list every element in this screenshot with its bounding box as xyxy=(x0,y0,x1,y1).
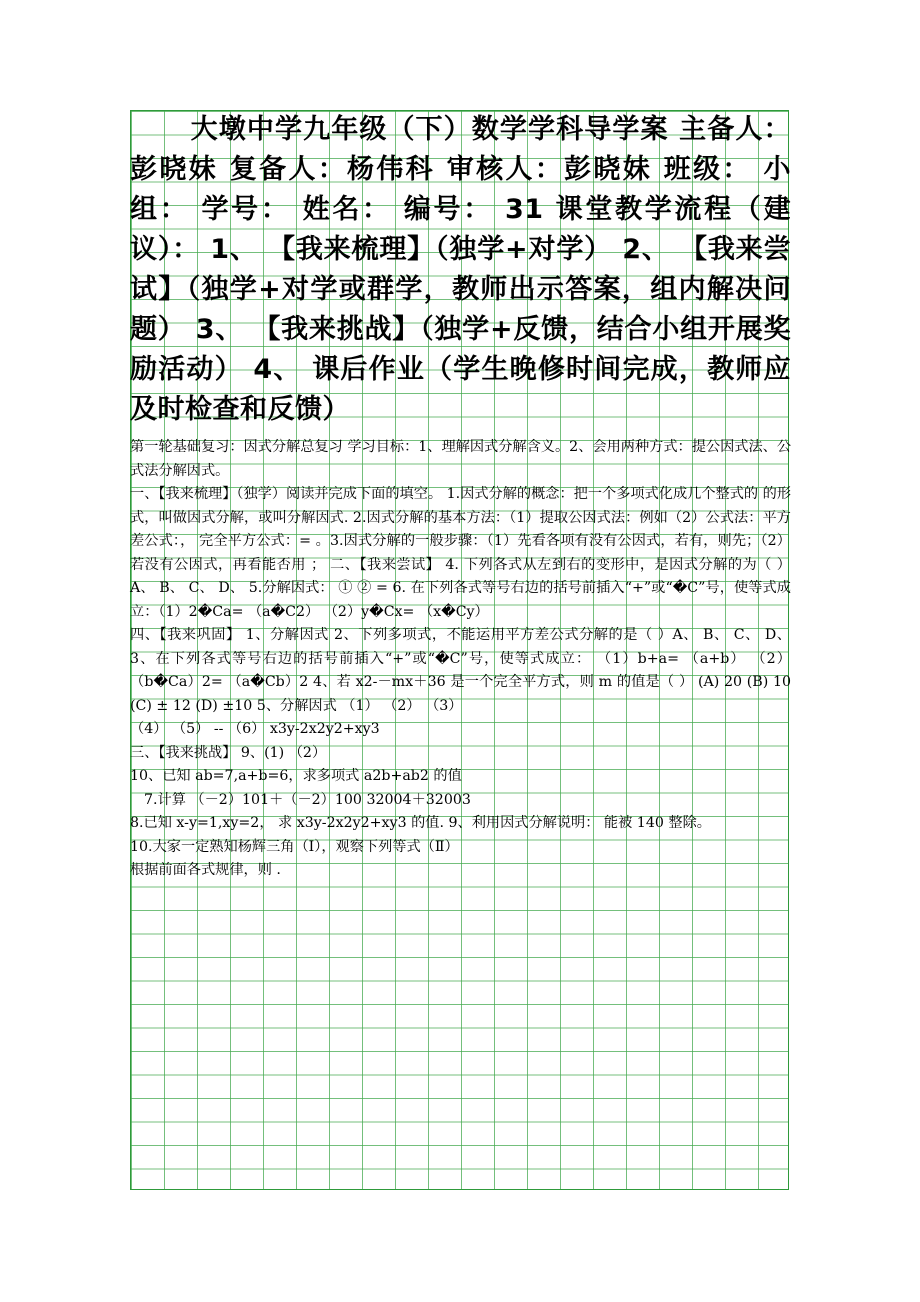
pattern-conclusion-line: 根据前面各式规律，则 . xyxy=(130,862,281,878)
document-page xyxy=(130,110,791,883)
question-7-line: 7.计算 （－2）101＋（－2）100 32004＋32003 xyxy=(144,791,471,808)
yanghui-triangle-line: 10.大家一定熟知杨辉三角（Ⅰ），观察下列等式（Ⅱ） xyxy=(130,838,459,855)
question-10-line: 10、已知 ab=7,a+b=6，求多项式 a2b+ab2 的值 xyxy=(130,768,462,784)
section-consolidate-paragraph: 四、【我来巩固】 1、分解因式 2、下列多项式，不能运用平方差公式分解的是（ ）A、 B、 C、 D、 3、在下列各式等号右边的括号前插入“+”或“�C”号，使等式成立： （1）b+a= （a+b） （2）（b�Ca）2= （a�Cb）2 4、若 x2-－mx＋36 是一个完全平方式，则 m 的值是（ ） (A) 20 (B) 10 (C) ± 12 (D) ±10 5、分解因式 （1） （2） （3） xyxy=(130,627,791,714)
header-block xyxy=(130,110,791,430)
document-body xyxy=(130,436,791,883)
section-sort-paragraph: 一、【我来梳理】（独学）阅读并完成下面的填空。 1.因式分解的概念：把一个多项式化成几个整式的 的形式，叫做因式分解，或叫分解因式. 2.因式分解的基本方法：（1）提取公因式法：例如（2）公式法：平方差公式：， 完全平方公式：= 。3.因式分解的一般步骤：（1）先看各项有没有公因式，若有，则先；（2）若没有公因式，再看能否用 ； 二、【我来尝试】 4. 下列各式从左到右的变形中，是因式分解的为（ ） A、 B、 C、 D、 5.分解因式： ① ② = 6. 在下列各式等号右边的括号前插入“+”或“�C”号，使等式成立：（1）2�Ca= （a�C2） （2）y�Cx= （x�Cy） xyxy=(130,486,792,620)
document-header-text: 大墩中学九年级（下）数学学科导学案 主备人：彭晓妹 复备人：杨伟科 审核人：彭晓妹 班级： 小组： 学号： 姓名： 编号： 31 课堂教学流程（建议）： 1、 【我来梳理】（独学+对学） 2、 【我来尝试】（独学+对学或群学，教师出示答案，组内解决问题） 3、 【我来挑战】（独学+反馈，结合小组开展奖励活动） 4、 课后作业（学生晚修时间完成，教师应及时检查和反馈） xyxy=(130,114,791,425)
section-challenge-line: 三、【我来挑战】 9、(1) （2） xyxy=(130,744,327,761)
factor-items-line: （4） （5） -- （6） x3y-2x2y2+xy3 xyxy=(130,721,380,737)
review-topic-paragraph: 第一轮基础复习：因式分解总复习 学习目标：1、理解因式分解含义。2、会用两种方式：提公因式法、公式法分解因式。 xyxy=(130,439,792,479)
question-8-paragraph: 8.已知 x-y=1,xy=2， 求 x3y-2x2y2+xy3 的值. 9、利用因式分解说明： 能被 140 整除。 xyxy=(130,815,711,831)
